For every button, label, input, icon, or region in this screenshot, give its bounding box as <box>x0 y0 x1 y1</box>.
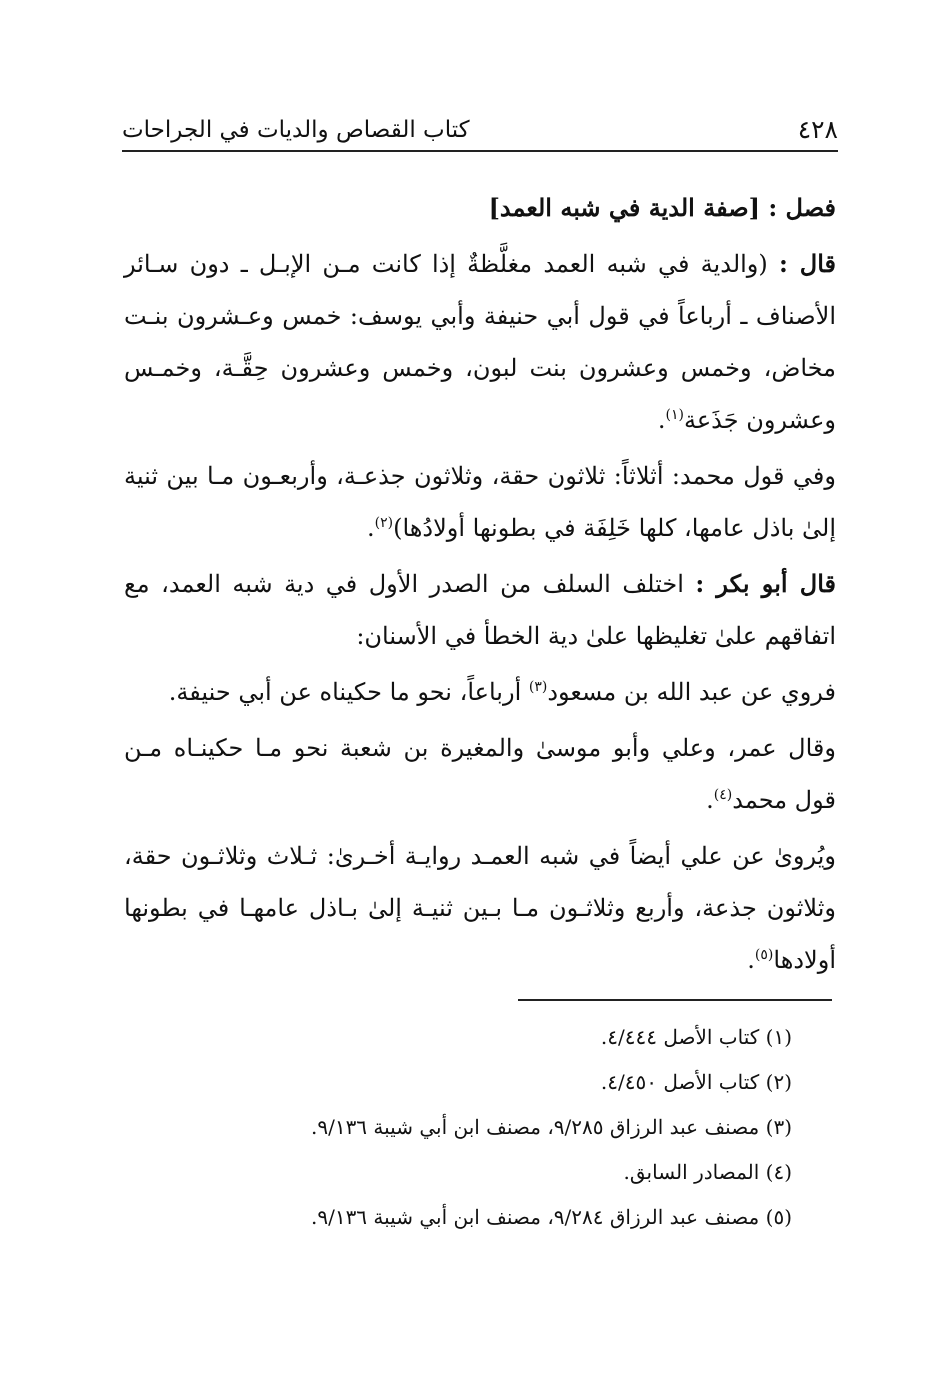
footnote-ref-3: (٣) <box>528 679 548 695</box>
footnotes <box>124 1015 792 1240</box>
footnote-5: (٥) مصنف عبد الرزاق ٩/٢٨٤، مصنف ابن أبي شيبة ٩/١٣٦. <box>310 1205 792 1229</box>
footnote-3: (٣) مصنف عبد الرزاق ٩/٢٨٥، مصنف ابن أبي شيبة ٩/١٣٦. <box>310 1115 792 1139</box>
footnote-ref-4: (٤) <box>713 787 733 803</box>
heading-title: [صفة الدية في شبه العمد] <box>488 193 760 222</box>
running-header <box>122 108 838 152</box>
paragraph-3-text: اختلف السلف من الصدر الأول في دية شبه العمد، مع اتفاقهم علىٰ تغليظها علىٰ دية الخطأ في الأسنان: <box>124 570 836 650</box>
footnote-separator <box>518 999 832 1001</box>
running-title: كتاب القصاص والديات في الجراحات <box>122 117 470 143</box>
footnote-1: (١) كتاب الأصل ٤/٤٤٤. <box>600 1025 792 1049</box>
paragraph-3 <box>124 558 836 662</box>
paragraph-3-lead: قال أبو بكر : <box>695 569 836 598</box>
paragraph-5-end: . <box>706 786 714 814</box>
paragraph-6 <box>124 830 836 986</box>
paragraph-5 <box>124 722 836 826</box>
paragraph-2-text: وفي قول محمد: أثلاثاً: ثلاثون حقة، وثلاثون جذعـة، وأربعـون مـا بين ثنية إلىٰ باذل عامها، كلها خَلِفَة في بطونها أولادُها) <box>124 462 836 542</box>
footnote-ref-2: (٢) <box>374 515 394 531</box>
paragraph-1 <box>124 238 836 446</box>
footnote-2: (٢) كتاب الأصل ٤/٤٥٠. <box>600 1070 792 1094</box>
paragraph-6-end: . <box>747 946 755 974</box>
paragraph-5-text: وقال عمر، وعلي وأبو موسىٰ والمغيرة بن شعبة نحو مـا حكينـاه مـن قول محمد <box>124 734 836 814</box>
footnote-4: (٤) المصادر السابق. <box>623 1160 792 1184</box>
footnote-ref-5: (٥) <box>754 947 774 963</box>
paragraph-1-text: (والدية في شبه العمد مغلَّظةٌ إذا كانت مـن الإبـل ـ دون سـائر الأصناف ـ أرباعاً في قول أبي حنيفة وأبي يوسف: خمس وعـشرون بنـت مخاض، وخمس وعشرون بنت لبون، وخمس وعشرون حِقَّـة، وخمـس وعشرون جَذَعة <box>124 250 836 434</box>
page-number: ٤٢٨ <box>797 115 838 144</box>
footnote-ref-1: (١) <box>665 407 684 423</box>
paragraph-4-text-a: فروي عن عبد الله بن مسعود <box>547 678 836 706</box>
paragraph-4 <box>124 666 836 718</box>
section-heading <box>124 182 836 234</box>
paragraph-2 <box>124 450 836 554</box>
main-text <box>124 182 836 990</box>
paragraph-1-lead: قال : <box>778 249 837 278</box>
paragraph-2-end: . <box>366 514 375 542</box>
heading-lead: فصل : <box>768 193 836 222</box>
paragraph-1-end: . <box>657 406 666 434</box>
paragraph-6-text: ويُروىٰ عن علي أيضاً في شبه العمـد روايـة أخـرىٰ: ثـلاث وثلاثـون حقة، وثلاثون جذعة، وأربع وثلاثـون مـا بـين ثنيـة إلىٰ بـاذل عامهـا في بطونها أولادها <box>124 842 836 974</box>
paragraph-4-text-b: أرباعاً، نحو ما حكيناه عن أبي حنيفة. <box>168 678 522 706</box>
